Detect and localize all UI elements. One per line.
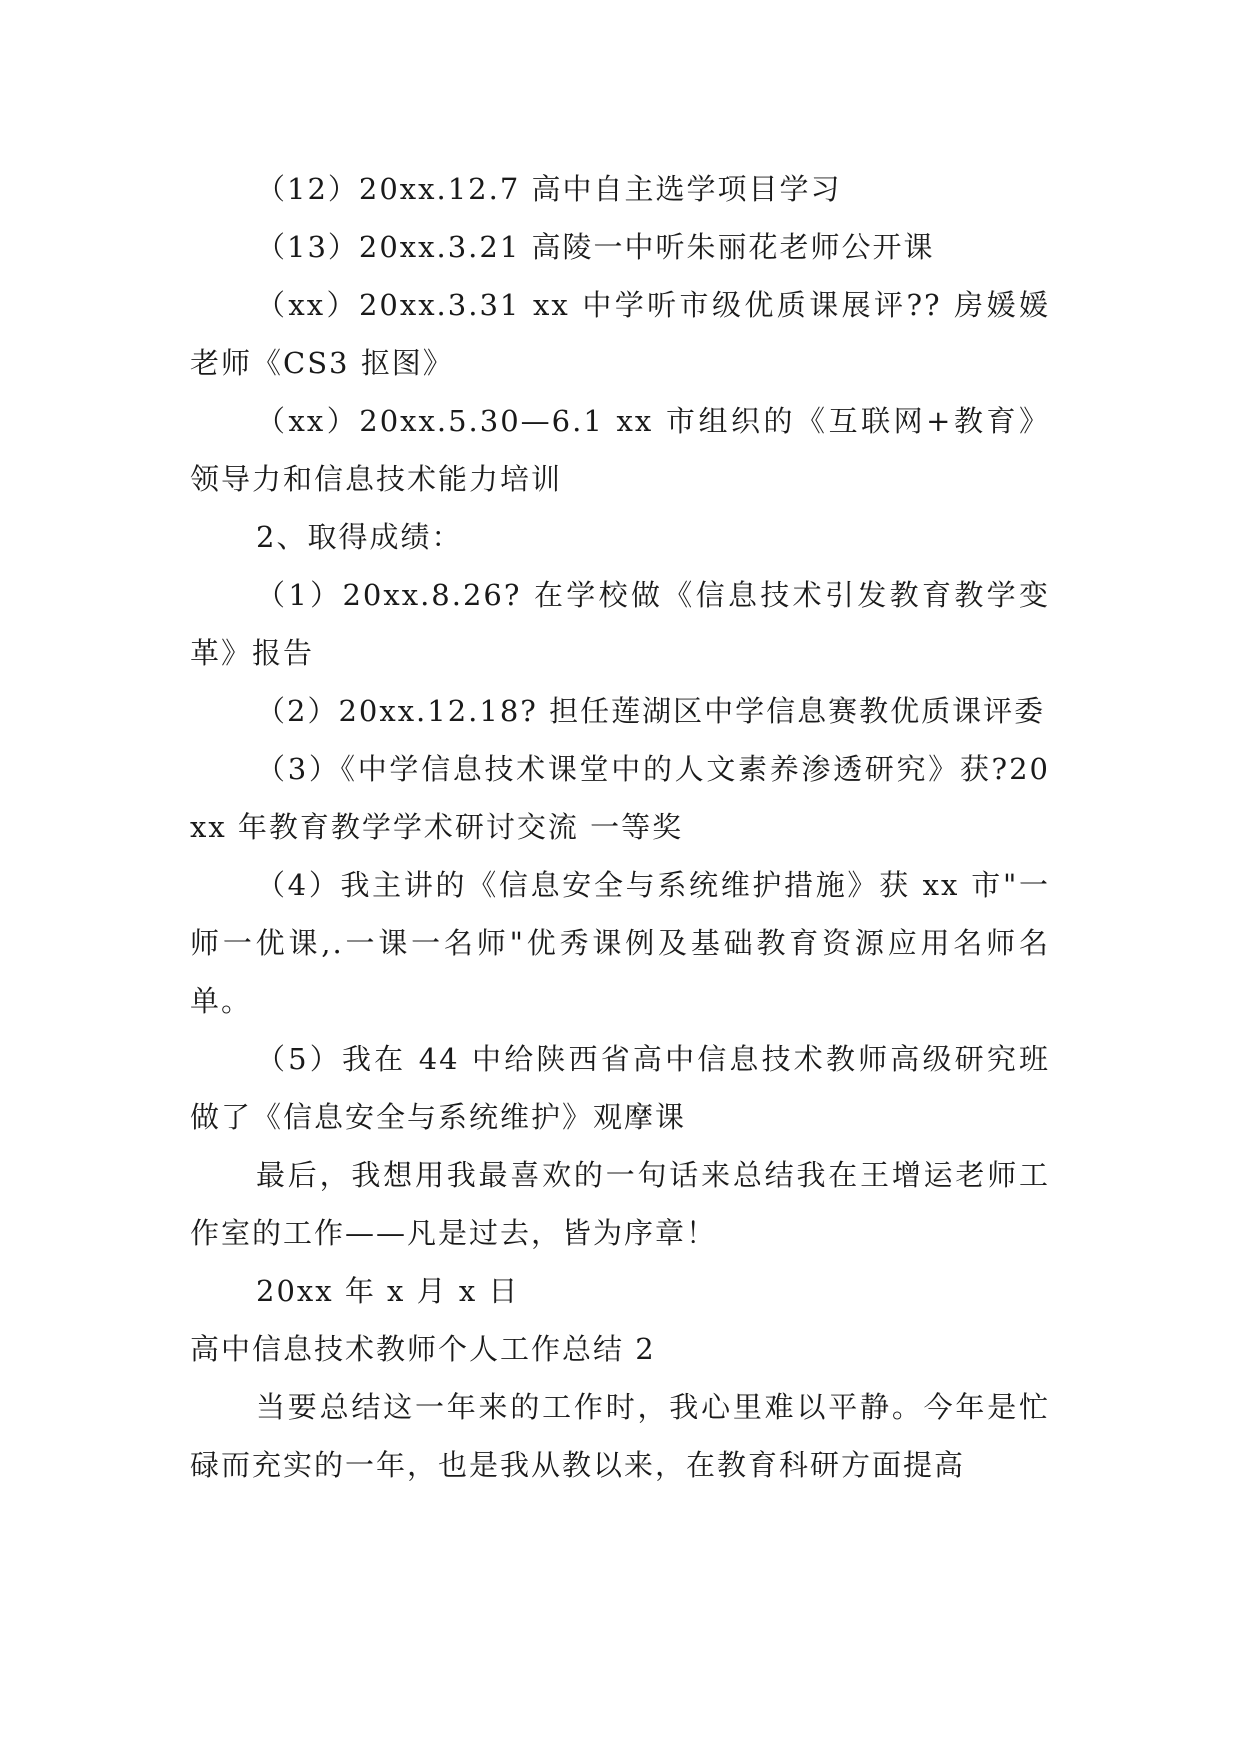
section-title: 高中信息技术教师个人工作总结 2	[190, 1332, 656, 1366]
paragraph-item-13: （13）20xx.3.21 高陵一中听朱丽花老师公开课	[256, 230, 935, 264]
achievement-item-3: （3）《中学信息技术课堂中的人文素养渗透研究》获?20xx 年教育教学学术研讨交流 一等奖	[190, 752, 1050, 844]
paragraph-item-12: （12）20xx.12.7 高中自主选学项目学习	[256, 172, 842, 206]
paragraph-item-xx-2: （xx）20xx.5.30—6.1 xx 市组织的《互联网+教育》领导力和信息技术能力培训	[190, 404, 1050, 496]
date-line: 20xx 年 x 月 x 日	[256, 1274, 520, 1308]
achievement-item-5: （5）我在 44 中给陕西省高中信息技术教师高级研究班做了《信息安全与系统维护》观摩课	[190, 1042, 1050, 1134]
achievement-item-2: （2）20xx.12.18? 担任莲湖区中学信息赛教优质课评委	[256, 694, 1046, 728]
paragraph-item-xx-1: （xx）20xx.3.31 xx 中学听市级优质课展评?? 房媛媛老师《CS3 抠图》	[190, 288, 1050, 380]
conclusion-paragraph: 最后，我想用我最喜欢的一句话来总结我在王增运老师工作室的工作——凡是过去，皆为序章！	[190, 1158, 1050, 1250]
intro-paragraph: 当要总结这一年来的工作时，我心里难以平静。今年是忙碌而充实的一年，也是我从教以来，在教育科研方面提高	[190, 1390, 1050, 1482]
document-body	[190, 160, 1050, 1494]
achievements-heading: 2、取得成绩：	[256, 520, 463, 554]
achievement-item-4: （4）我主讲的《信息安全与系统维护措施》获 xx 市"一师一优课,.一课一名师"优秀课例及基础教育资源应用名师名单。	[190, 868, 1050, 1018]
achievement-item-1: （1）20xx.8.26? 在学校做《信息技术引发教育教学变革》报告	[190, 578, 1050, 670]
